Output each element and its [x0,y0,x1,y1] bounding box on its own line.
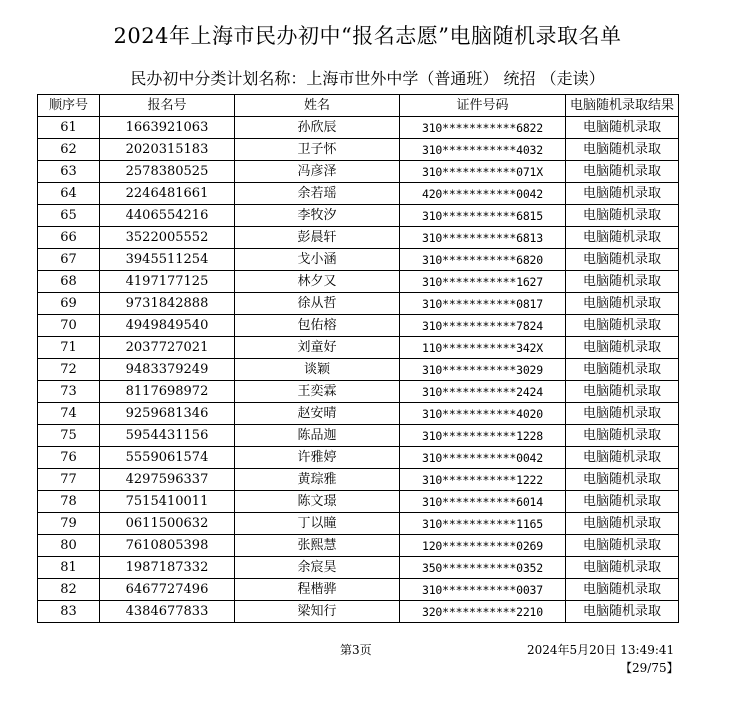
seq-cell: 65 [38,205,100,227]
result-cell: 电脑随机录取 [566,579,679,601]
name-cell: 徐从哲 [235,293,400,315]
id-no-cell: 310***********0037 [400,579,566,601]
table-row [38,205,679,227]
name-cell: 包佑榕 [235,315,400,337]
name-cell: 王奕霖 [235,381,400,403]
seq-cell: 82 [38,579,100,601]
id-no-cell: 310***********071X [400,161,566,183]
id-no-cell: 310***********6820 [400,249,566,271]
name-cell: 梁知行 [235,601,400,623]
reg-no-cell: 8117698972 [100,381,235,403]
table-row [38,601,679,623]
reg-no-cell: 9483379249 [100,359,235,381]
result-cell: 电脑随机录取 [566,205,679,227]
reg-no-cell: 1987187332 [100,557,235,579]
name-cell: 冯彦泽 [235,161,400,183]
result-cell: 电脑随机录取 [566,491,679,513]
seq-cell: 64 [38,183,100,205]
seq-cell: 70 [38,315,100,337]
name-cell: 陈品迦 [235,425,400,447]
id-no-cell: 310***********6014 [400,491,566,513]
record-count: 【29/75】 [620,661,679,675]
id-no-cell: 350***********0352 [400,557,566,579]
name-cell: 刘童好 [235,337,400,359]
name-cell: 谈颖 [235,359,400,381]
id-no-cell: 310***********4032 [400,139,566,161]
result-cell: 电脑随机录取 [566,469,679,491]
reg-no-cell: 4384677833 [100,601,235,623]
name-cell: 程楷骅 [235,579,400,601]
table-row [38,513,679,535]
column-header-seq: 顺序号 [38,95,100,117]
table-row [38,293,679,315]
name-cell: 丁以瞳 [235,513,400,535]
name-cell: 余若瑶 [235,183,400,205]
reg-no-cell: 9259681346 [100,403,235,425]
reg-no-cell: 3522005552 [100,227,235,249]
table-row [38,469,679,491]
table-row [38,315,679,337]
reg-no-cell: 4949849540 [100,315,235,337]
seq-cell: 76 [38,447,100,469]
table-row [38,359,679,381]
result-cell: 电脑随机录取 [566,447,679,469]
reg-no-cell: 2037727021 [100,337,235,359]
table-row [38,249,679,271]
id-no-cell: 310***********3029 [400,359,566,381]
seq-cell: 63 [38,161,100,183]
id-no-cell: 320***********2210 [400,601,566,623]
name-cell: 赵安晴 [235,403,400,425]
seq-cell: 81 [38,557,100,579]
table-row [38,381,679,403]
name-cell: 彭晨轩 [235,227,400,249]
result-cell: 电脑随机录取 [566,139,679,161]
seq-cell: 75 [38,425,100,447]
reg-no-cell: 4297596337 [100,469,235,491]
result-cell: 电脑随机录取 [566,271,679,293]
table-row [38,535,679,557]
plan-name: 民办初中分类计划名称：上海市世外中学（普通班） 统招 （走读） [130,69,605,88]
name-cell: 许雅婷 [235,447,400,469]
seq-cell: 67 [38,249,100,271]
result-cell: 电脑随机录取 [566,601,679,623]
reg-no-cell: 7515410011 [100,491,235,513]
result-cell: 电脑随机录取 [566,183,679,205]
result-cell: 电脑随机录取 [566,249,679,271]
seq-cell: 66 [38,227,100,249]
reg-no-cell: 2020315183 [100,139,235,161]
id-no-cell: 420***********0042 [400,183,566,205]
id-no-cell: 310***********7824 [400,315,566,337]
name-cell: 黄琮雅 [235,469,400,491]
result-cell: 电脑随机录取 [566,359,679,381]
id-no-cell: 310***********4020 [400,403,566,425]
table-row [38,579,679,601]
seq-cell: 61 [38,117,100,139]
seq-cell: 78 [38,491,100,513]
table-row [38,425,679,447]
id-no-cell: 310***********6813 [400,227,566,249]
column-header-name: 姓名 [235,95,400,117]
reg-no-cell: 5954431156 [100,425,235,447]
seq-cell: 68 [38,271,100,293]
table-row [38,447,679,469]
result-cell: 电脑随机录取 [566,227,679,249]
table-row [38,139,679,161]
reg-no-cell: 9731842888 [100,293,235,315]
reg-no-cell: 7610805398 [100,535,235,557]
result-cell: 电脑随机录取 [566,403,679,425]
reg-no-cell: 6467727496 [100,579,235,601]
timestamp: 2024年5月20日 13:49:41 [527,643,675,657]
column-header-reg-no: 报名号 [100,95,235,117]
result-cell: 电脑随机录取 [566,337,679,359]
name-cell: 陈文璟 [235,491,400,513]
result-cell: 电脑随机录取 [566,315,679,337]
admission-table [37,94,679,623]
name-cell: 余宸昊 [235,557,400,579]
table-row [38,403,679,425]
table-body [38,117,679,623]
seq-cell: 79 [38,513,100,535]
table-row [38,161,679,183]
result-cell: 电脑随机录取 [566,161,679,183]
id-no-cell: 310***********1627 [400,271,566,293]
name-cell: 张熙慧 [235,535,400,557]
seq-cell: 83 [38,601,100,623]
reg-no-cell: 4406554216 [100,205,235,227]
table-row [38,271,679,293]
result-cell: 电脑随机录取 [566,425,679,447]
id-no-cell: 310***********1165 [400,513,566,535]
name-cell: 卫子怀 [235,139,400,161]
seq-cell: 73 [38,381,100,403]
table-row [38,337,679,359]
result-cell: 电脑随机录取 [566,557,679,579]
seq-cell: 72 [38,359,100,381]
seq-cell: 62 [38,139,100,161]
result-cell: 电脑随机录取 [566,293,679,315]
name-cell: 戈小涵 [235,249,400,271]
name-cell: 李牧汐 [235,205,400,227]
page-title: 2024年上海市民办初中“报名志愿”电脑随机录取名单 [113,24,622,48]
id-no-cell: 310***********2424 [400,381,566,403]
table-row [38,491,679,513]
result-cell: 电脑随机录取 [566,513,679,535]
table-row [38,117,679,139]
column-header-result: 电脑随机录取结果 [566,95,679,117]
reg-no-cell: 2578380525 [100,161,235,183]
result-cell: 电脑随机录取 [566,381,679,403]
seq-cell: 71 [38,337,100,359]
table-header-row [38,95,679,117]
page-number: 第3页 [340,643,372,657]
seq-cell: 77 [38,469,100,491]
id-no-cell: 310***********6822 [400,117,566,139]
id-no-cell: 310***********1222 [400,469,566,491]
name-cell: 孙欣辰 [235,117,400,139]
seq-cell: 74 [38,403,100,425]
id-no-cell: 310***********6815 [400,205,566,227]
name-cell: 林夕又 [235,271,400,293]
reg-no-cell: 1663921063 [100,117,235,139]
id-no-cell: 120***********0269 [400,535,566,557]
seq-cell: 69 [38,293,100,315]
table-row [38,183,679,205]
reg-no-cell: 0611500632 [100,513,235,535]
id-no-cell: 310***********1228 [400,425,566,447]
id-no-cell: 310***********0817 [400,293,566,315]
table-row [38,227,679,249]
reg-no-cell: 3945511254 [100,249,235,271]
seq-cell: 80 [38,535,100,557]
id-no-cell: 110***********342X [400,337,566,359]
result-cell: 电脑随机录取 [566,117,679,139]
reg-no-cell: 5559061574 [100,447,235,469]
id-no-cell: 310***********0042 [400,447,566,469]
result-cell: 电脑随机录取 [566,535,679,557]
column-header-id-no: 证件号码 [400,95,566,117]
reg-no-cell: 4197177125 [100,271,235,293]
reg-no-cell: 2246481661 [100,183,235,205]
table-row [38,557,679,579]
